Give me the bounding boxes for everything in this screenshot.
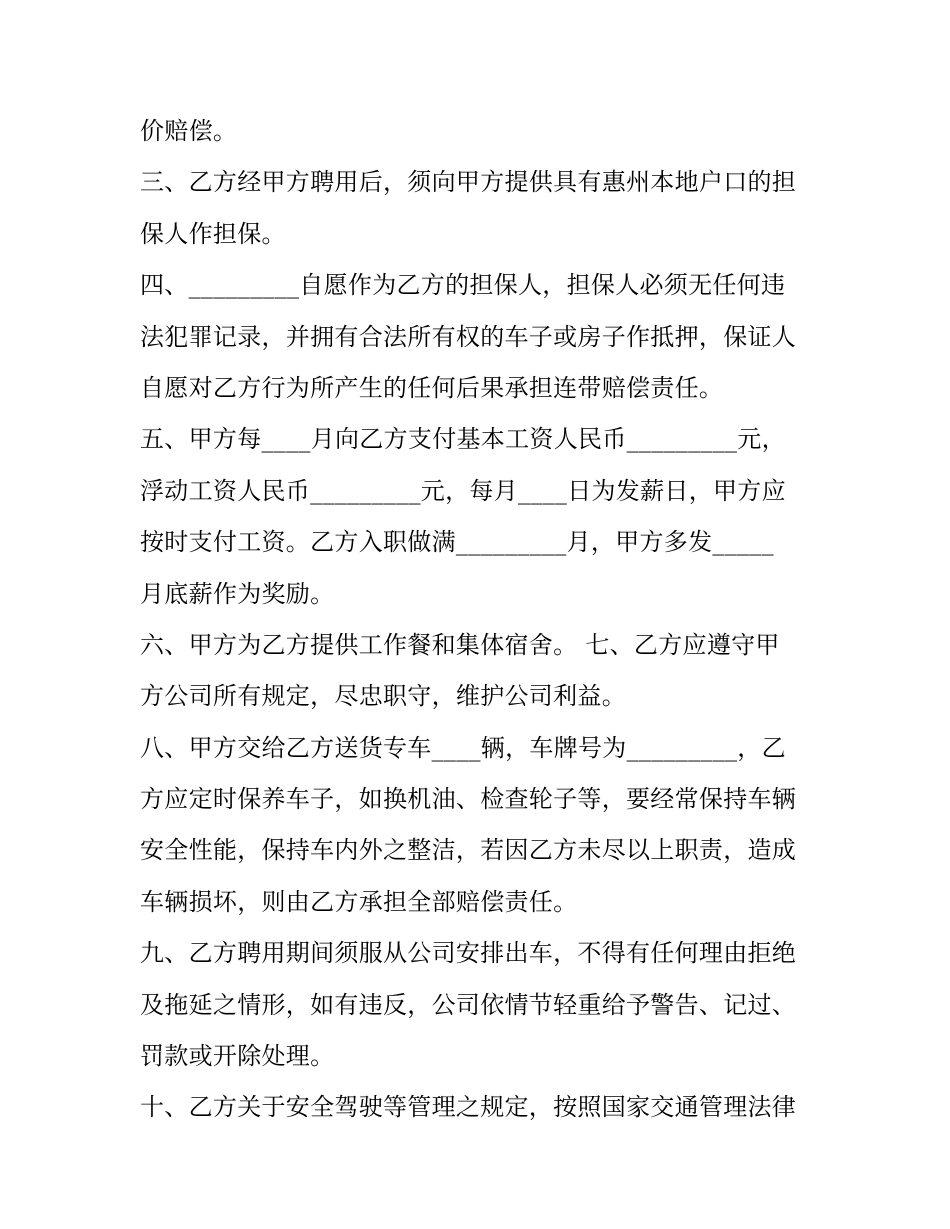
text-line: 及拖延之情形，如有违反，公司依情节轻重给予警告、记过、 xyxy=(140,990,797,1019)
text-line: 九、乙方聘用期间须服从公司安排出车，不得有任何理由拒绝 xyxy=(140,939,797,968)
text-line: 四、_________自愿作为乙方的担保人，担保人必须无任何违 xyxy=(140,271,786,300)
text-line: 方公司所有规定，尽忠职守，维护公司利益。 xyxy=(140,682,626,711)
text-line: 安全性能，保持车内外之整洁，若因乙方未尽以上职责，造成 xyxy=(140,836,797,865)
text-line: 六、甲方为乙方提供工作餐和集体宿舍。 七、乙方应遵守甲 xyxy=(140,630,780,659)
contract-text-body xyxy=(140,106,820,1134)
text-line: 价赔偿。 xyxy=(140,117,238,145)
text-line: 浮动工资人民币_________元，每月____日为发薪日，甲方应 xyxy=(140,476,786,505)
text-line: 保人作担保。 xyxy=(140,219,286,248)
text-line: 车辆损坏，则由乙方承担全部赔偿责任。 xyxy=(140,887,578,916)
text-line: 方应定时保养车子，如换机油、检查轮子等，要经常保持车辆 xyxy=(140,785,797,814)
text-line: 十、乙方关于安全驾驶等管理之规定，按照国家交通管理法律 xyxy=(140,1093,797,1122)
text-line: 月底薪作为奖励。 xyxy=(140,579,335,608)
text-line: 三、乙方经甲方聘用后，须向甲方提供具有惠州本地户口的担 xyxy=(140,168,797,197)
text-line: 八、甲方交给乙方送货专车____辆，车牌号为_________，乙 xyxy=(140,733,786,762)
text-line: 自愿对乙方行为所产生的任何后果承担连带赔偿责任。 xyxy=(140,373,724,402)
text-line: 罚款或开除处理。 xyxy=(140,1042,335,1071)
text-line: 五、甲方每____月向乙方支付基本工资人民币_________元， xyxy=(140,425,786,454)
text-line: 按时支付工资。乙方入职做满_________月，甲方多发_____ xyxy=(140,528,774,557)
text-line: 法犯罪记录，并拥有合法所有权的车子或房子作抵押，保证人 xyxy=(140,322,797,351)
